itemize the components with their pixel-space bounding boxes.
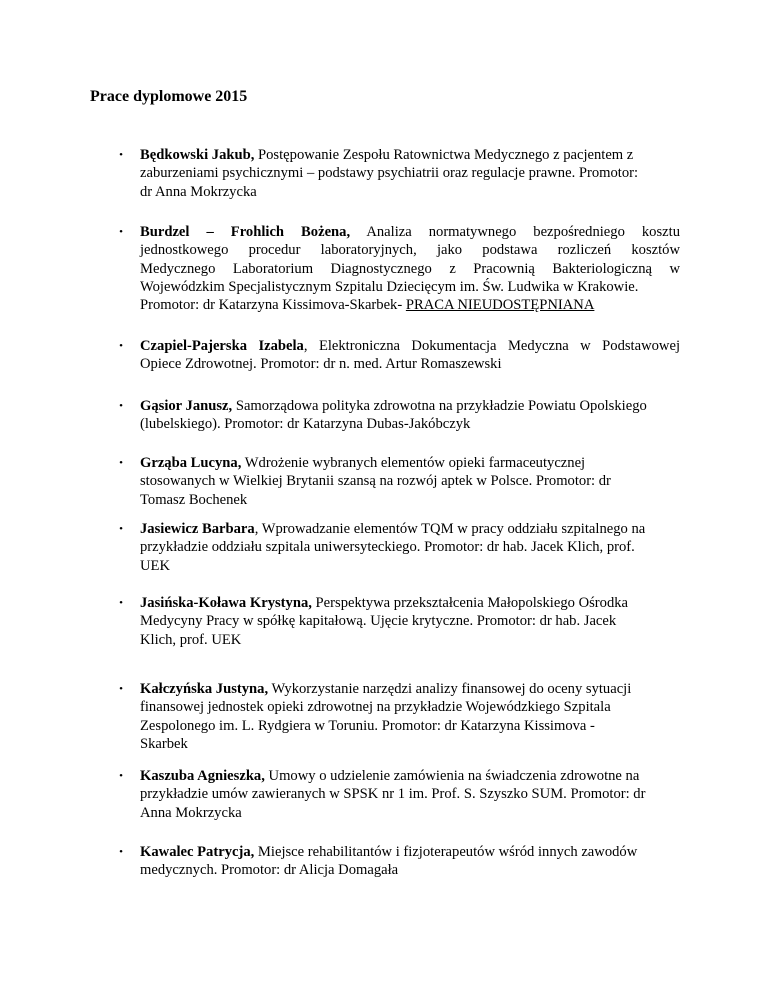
entry-line [140,397,680,415]
entry-text: Analiza normatywnego bezpośredniego kosztu [350,224,680,240]
entry-text: medycznych. Promotor: dr Alicja Domagała [140,862,399,879]
entry-author: Grząba Lucyna, [140,455,242,471]
entry-author: Będkowski Jakub, [140,147,255,163]
bullet-icon: • [119,340,123,352]
entry-text: Postępowanie Zespołu Ratownictwa Medycznego z pacjentem z [254,147,634,163]
bullet-icon: • [119,846,123,858]
entry-text: dr Anna Mokrzycka [140,183,257,200]
bullet-icon: • [119,523,123,535]
list-item [119,594,680,649]
entry-text: Medycyny Pracy w spółkę kapitałową. Ujęcie krytyczne. Promotor: dr hab. Jacek [140,613,617,630]
entry-text: Tomasz Bochenek [140,491,248,508]
entry-text: Wdrożenie wybranych elementów opieki farmaceutycznej [241,455,586,471]
entry-author: Czapiel-Pajerska Izabela [140,338,304,354]
entry-text: Medycznego Laboratorium Diagnostycznego z Pracownią Bakteriologiczną w [140,260,680,277]
entry-text: Zespolonego im. L. Rydgiera w Toruniu. Promotor: dr Katarzyna Kissimova - [140,717,595,734]
entry-text: zaburzeniami psychicznymi – podstawy psychiatrii oraz regulacje prawne. Promotor: [140,165,639,182]
entry-text: Opiece Zdrowotnej. Promotor: dr n. med. Artur Romaszewski [140,356,502,373]
entry-author: Gąsior Janusz, [140,398,233,414]
bullet-icon: • [119,457,123,469]
entry-text: finansowej jednostek opieki zdrowotnej na przykładzie Wojewódzkiego Szpitala [140,699,611,716]
entry-text: Klich, prof. UEK [140,631,242,648]
entry-author: Kaszuba Agnieszka, [140,768,265,784]
entry-line [140,296,680,314]
list-item [119,520,680,575]
bullet-icon: • [119,683,123,695]
entry-author: Jasiewicz Barbara [140,521,255,537]
entry-line [140,223,680,241]
list-item [119,223,680,314]
entry-line [140,843,680,861]
entry-author: Jasińska-Koława Krystyna, [140,595,312,611]
entry-text: stosowanych w Wielkiej Brytanii szansą na rozwój aptek w Polsce. Promotor: dr [140,473,611,490]
entry-line [140,680,680,698]
bullet-icon: • [119,149,123,161]
entry-text: jednostkowego procedur laboratoryjnych, jako podstawa rozliczeń kosztów [140,242,680,259]
list-item [119,454,680,509]
list-item [119,843,680,880]
entry-line [140,337,680,355]
entry-text: Wykorzystanie narzędzi analizy finansowej do oceny sytuacji [268,681,632,697]
entry-line [140,594,680,612]
restricted-note: PRACA NIEUDOSTĘPNIANA [405,297,595,314]
entry-author: Burdzel – Frohlich Bożena, [140,224,351,240]
list-item [119,767,680,822]
entry-line [140,146,680,164]
entry-text: Anna Mokrzycka [140,804,242,821]
entry-line [140,767,680,785]
page-title: Prace dyplomowe 2015 [90,88,248,105]
entry-text: (lubelskiego). Promotor: dr Katarzyna Dubas-Jakóbczyk [140,416,471,433]
entry-text: UEK [140,557,170,574]
list-item [119,337,680,374]
entry-author: Kawalec Patrycja, [140,844,255,860]
entry-text: Skarbek [140,735,188,752]
entry-text: Wojewódzkim Specjalistycznym Szpitalu Dziecięcym im. Św. Ludwika w Krakowie. [140,278,639,295]
entry-text: Promotor: dr Katarzyna Kissimova-Skarbek- [140,297,406,314]
entry-text: przykładzie umów zawieranych w SPSK nr 1 im. Prof. S. Szyszko SUM. Promotor: dr [140,786,646,803]
entry-text: , Elektroniczna Dokumentacja Medyczna w Podstawowej [303,338,680,354]
bullet-icon: • [119,770,123,782]
bullet-icon: • [119,226,123,238]
list-item [119,397,680,434]
entry-text: Umowy o udzielenie zamówienia na świadczenia zdrowotne na [264,768,640,784]
entry-text: Samorządowa polityka zdrowotna na przykładzie Powiatu Opolskiego [232,398,647,414]
entry-text: Perspektywa przekształcenia Małopolskiego Ośrodka [311,595,629,611]
entry-line [140,454,680,472]
entry-text: przykładzie oddziału szpitala uniwersyteckiego. Promotor: dr hab. Jacek Klich, prof. [140,539,635,556]
entry-text: , Wprowadzanie elementów TQM w pracy oddziału szpitalnego na [254,521,646,537]
list-item [119,680,680,753]
entry-line [140,520,680,538]
list-item [119,146,680,201]
bullet-icon: • [119,597,123,609]
entry-text: Miejsce rehabilitantów i fizjoterapeutów wśród innych zawodów [254,844,638,860]
entry-author: Kałczyńska Justyna, [140,681,269,697]
bullet-icon: • [119,400,123,412]
